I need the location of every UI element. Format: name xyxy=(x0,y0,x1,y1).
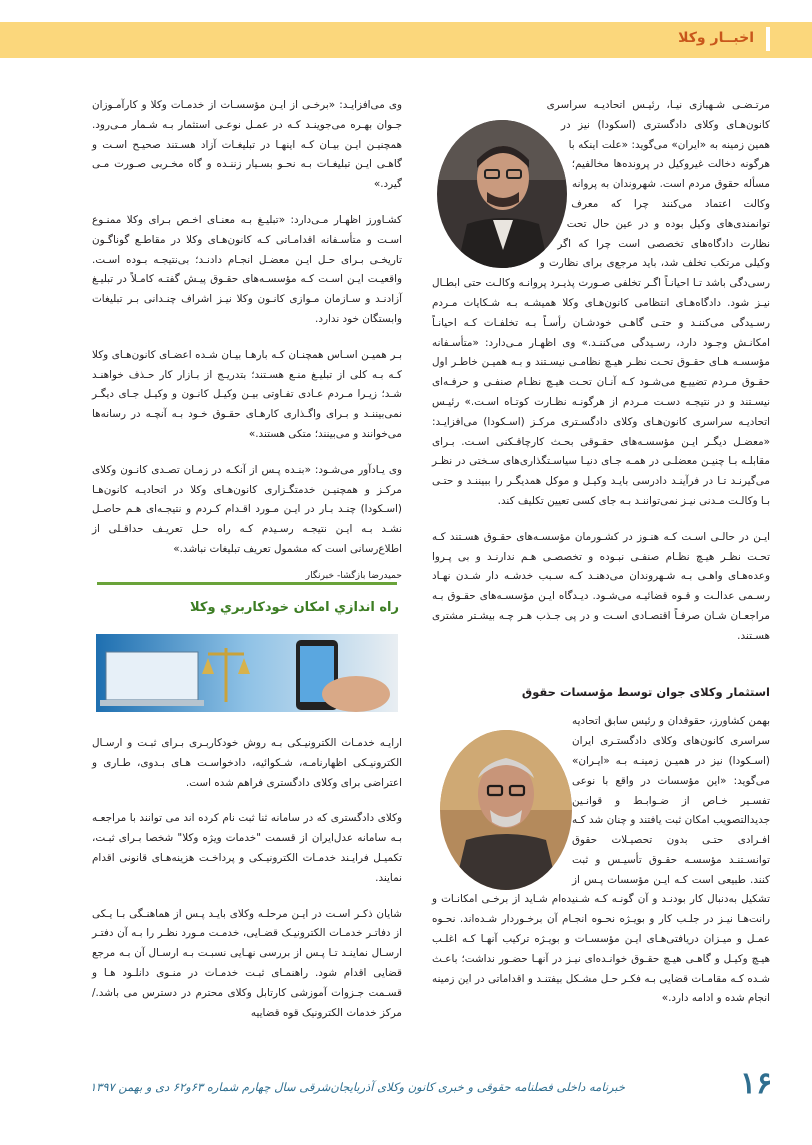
footer-publication-info: خبرنامه داخلی فصلنامه حقوقی و خبری کانون وکلای آذربایجان‌شرقی سال چهارم شماره ۶۳و۶۲ دی و بهمن ۱۳۹۷ xyxy=(90,1080,625,1094)
online-services-banner-image xyxy=(96,634,398,712)
article2-paragraph: بهمن کشاورز، حقوقدان و رئیس سابق اتحادیه سراسری کانون‌های وکلای دادگستـری ایران (اسـکودا) نیز در همیـن زمینـه بـه «ایـران» می‌گوید: «این مؤسسات در واقع با نوعی تفسـیر خـاص از ضـوابـط و قوانـین جدیدالتصویب امکان ثبت یافتند و چنان شد کـه افـرادی حتـی بدون تحصیـلات حقوق توانسـتنـد مؤسسـه حقـوق تأسیـس و ثبت کنند. طبیعی است کـه ایـن مؤسسات پـس از تشکیل به‌دنبال کار بودنـد و آن گونـه کـه شـنیده‌ام شـاید از برخـی امکانـات و رانت‌هـا نیـز در جلـب کار و بویـژه نحـوه انجـام آن برخـوردار شـده‌اند. نحـوه عمـل و میـزان دریافتی‌هـای ایـن مؤسسـات و بویـژه ترکیب آنهـا کـه اغلـب هیـچ وکیـل و گاهـی هیـچ حقـوق خوانـده‌ای نیـز در آنهـا حضـور نداشت؛ باعـث شـده کـه مقامـات قضایی بـه فکـر حـل مشـکل بیفتنـد و اقداماتی در این زمینه انجام شده و ادامه دارد.» xyxy=(432,715,770,1005)
section-title: اخبــار وکلا xyxy=(678,30,754,46)
header-separator xyxy=(766,27,770,51)
article1-paragraph: مرتـضـی شـهبازی نیـا، رئیـس اتحادیـه سراسری کانون‌هـای وکلای دادگستری (اسکودا) نیز در همین زمینه به «ایران» می‌گوید: «علت اینکه با هرگونه دخالت غیروکیل در پرونده‌ها مخالفیم؛ مسأله حقوق مردم است. شهروندان به پروانه وکالت اعتماد می‌کنند چرا که معرف توانمندی‌های وکیل بوده و در عین حال تحت نظارت دادگاه‌های تخصصی است چرا که اگر وکیلی مرتکب تخلف شد، باید مرجع‌ی برای نظارت و رسی‌دگی باشد تـا احیانـاً اگـر تخلفی صـورت پذیـرد پروانـه وکالـت حتی ابطـال نیـز شود. دادگاه‌هـای انتظامی کانون‌هـای وکلا همیشـه بـه شـکایات مـردم رسـیدگی می‌کننـد و حتـی گاهـی خودشـان رأسـاً بـه تخلفـات کـه احیانـاً امکانـش وجـود دارد، رسـیدگی می‌کننـد.» وی اظهـار مـی‌دارد: «متأسـفانه مؤسسـه هـای حقـوق تحـت نظـر هیـچ نظامـی نیسـتند و بـه همیـن خاطـر اول حقـوق مـردم تضییـع می‌شـود کـه آنـان تحـت هیـچ نظـام صنفـی و حرفـه‌ای نیسـتند و در نتیجـه دسـت مـردم از هرگونـه نظـارت کوتـاه اسـت.» رئیـس اتحادیـه سراسری کانون‌هـای وکلای دادگسـتری مرکـز (اسـکودا) می‌افزایـد: «معضـل دیگـر ایـن مؤسسـه‌های حقـوقی بحـث کارچاقـکنی اسـت. بـرای مقابلـه بـا چنیـن معضلـی در همـه جـای دنیـا سیاسـتگذاری‌های سـختی در نظـر می‌گیرنـد تـا در فرآینـد دادرسی بایـد وکیـل و موکل همدیگـر را ببیننـد و حتـی بـا وکالـت مـدنی نیـز نمی‌تواننـد بـه جای کسی تعیین تکلیف کند. xyxy=(432,99,770,507)
author-byline: حمیدرضا بازگشا- خبرنگار xyxy=(305,569,402,581)
photo1-spacer xyxy=(432,96,572,268)
page-number: ۱۶ xyxy=(740,1066,773,1101)
article1-cont-paragraph: بـر همیـن اسـاس همچنـان کـه بارهـا بیـان شـده اعضـای کانون‌هـای وکلا کـه بـه کلی از تبلیـغ منـع هسـتند؛ بتدریـج از بـازار کار حـذف خواهنـد شـد؛ زیـرا مـردم عـادی تفـاوتی بیـن وکیـل کانـون و وکیـل جـای دیگـر نمی‌بیننـد و بـرای واگـذاری کارهـای حقـوق خـود بـه آنچـه در رسانه‌ها می‌خوانند و می‌بینند؛ متکی هستند.» xyxy=(92,348,402,440)
section-header-bar xyxy=(0,22,812,58)
article1-cont-paragraph: کشـاورز اظهـار مـی‌دارد: «تبلیـغ بـه معنـای اخـص بـرای وکلا ممنـوع اسـت و متأسـفانه اقدامـاتی کـه کانون‌هـای وکلا در مقاطـع گوناگـون تاریخـی بـرای حـل ایـن معضـل انجـام دادنـد؛ بی‌نتیجـه بـوده اسـت. واقعیـت ایـن اسـت کـه مؤسسـه‌های حقـوق پیـش گفتـه کامـلاً در تبلیـغ آزادنـد و سـازمان مـوازی کانـون وکلا نیـز اشراف چنـدانی بـر تبلیغات وابستگان خود ندارد. xyxy=(92,213,402,325)
article3-paragraph: شایان ذکـر اسـت در ایـن مرحلـه وکلای بایـد پـس از هماهنـگی بـا یـکی از دفاتـر خدمـات الکترونیـک قضـایی، خدمـت مـورد نظـر را بـه آن دفتـر ارسـال نماینـد تـا پـس از بررسی نهـایی نسبـت بـه ارسـال آن بـه مرجع قضایی اقدام شود. راهنمـای ثبـت خدمـات در منـوی دانلـود هـا و قسـمت جـزوات آموزشی کارتابل وکلای محترم در دسترس می باشد./مرکز خدمات الکترونیک قوه قضاییه xyxy=(92,907,402,1019)
article3-title: راه اندازي امکان خودکاربري وکلا xyxy=(190,600,399,615)
article3-body xyxy=(92,734,402,1039)
section-divider xyxy=(97,582,397,585)
article1-paragraph: ایـن در حالـی اسـت کـه هنـوز در کشـورمان مؤسسـه‌های حقـوق هسـتند کـه تحـت نظـر هیـچ نظـام صنفـی نبـوده و تخصصـی هـم ندارنـد و بی پـروا وعده‌هـای واهـی بـه شـهروندان می‌دهنـد کـه سـبب خدشـه دار شـدن نهـاد رسـمی عدالـت و قـوه قضائیـه می‌شـود. دیـدگاه ایـن مؤسسـه‌های حقـوق بـه مراجعـان شـان صرفـاً اقتصـادی اسـت و در پی جـذب هـر چـه بیشـتر مشتری هسـتند. xyxy=(432,530,770,642)
article1-cont-paragraph: وی یـادآور می‌شـود: «بنـده پـس از آنکـه در زمـان تصـدی کانـون وکلای مرکـز و همچنیـن خدمتگـزاری کانون‌هـای وکلا در اتحادیـه کانون‌هـا (اسـکودا) چنـد بـار در ایـن مـورد اقـدام کـردم و نتیجـه‌ای هـم حاصـل نشـد بـه ایـن نتیجـه رسـیدم کـه راه حـل تعریـف حداقـلی از اطلاع‌رسانی است که مشمول تعریف تبلیغات نباشد.» xyxy=(92,463,402,555)
article3-paragraph: ارایـه خدمـات الکترونیـکی بـه روش خودکاربـری بـرای ثبـت و ارسـال الکترونیـکی اظهارنامـه، شـکوائیه، دادخواسـت هـای بـدوی، طـاری و اعتراضی برای وکلای دادگستری فراهم شده است. xyxy=(92,737,402,789)
left-column xyxy=(92,96,402,602)
photo2-spacer xyxy=(432,712,572,878)
right-column xyxy=(432,96,770,1025)
article2-title: استثمار وکلای جوان توسط مؤسسات حقوق xyxy=(521,684,770,699)
article1-cont-paragraph: وی می‌افزایـد: «برخـی از ایـن مؤسسـات از خدمـات وکلا و کارآمـوزان جـوان بهـره می‌جوینـد کـه در عمـل نوعـی استثمار بـه شـمار مـی‌رود. همچنیـن ایـن بیـان کـه اینهـا در تبلیغـات آزاد هسـتند صحیـح اسـت و گاهـی ایـن تبلیغـات بـه نحـو بسـیار زننـده و گاه مخـربی صـورت مـی گیرد.» xyxy=(92,99,402,191)
article3-paragraph: وکلای دادگستری که در سامانه ثنا ثبت نام کرده اند می توانند با مراجعـه بـه سامانه عدل‌ایران از قسمت "خدمات ویژه وکلا" شخصا بـرای ثبـت، تکمیـل فرایـند خدمـات الکترونیـکی و پرداخـت هزینه‌هـای قانونی اقدام نمایند. xyxy=(92,812,402,884)
